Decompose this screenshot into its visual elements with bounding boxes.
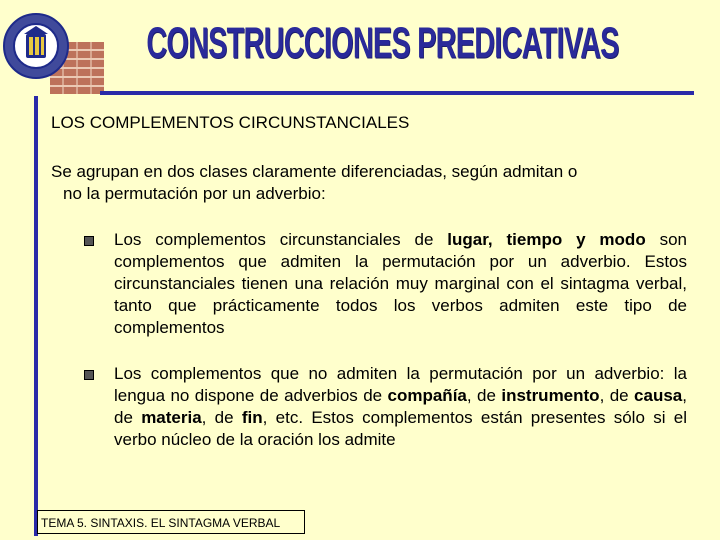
bullet-text: son complementos que admiten la permutación por un adverbio. Estos circunstanciales tienen una relación muy marginal con el sintagma verbal, tanto que prácticamente todos los verbos admiten este tipo de complementos [114, 230, 687, 337]
bullet-bold-text: materia [141, 408, 202, 427]
bullet-text: Los complementos circunstanciales de [114, 230, 448, 249]
logo [2, 8, 102, 92]
header-divider [100, 91, 694, 95]
bullet-text: Los complementos que no admiten la permutación por un adverbio: la lengua no dispone de adverbios de [114, 364, 687, 405]
bullet-bold-text: fin [241, 408, 263, 427]
list-item [114, 363, 687, 451]
intro-paragraph [51, 161, 687, 205]
bullet-text: , de [599, 386, 635, 405]
footer-label: TEMA 5. SINTAXIS. EL SINTAGMA VERBAL [37, 510, 305, 534]
square-bullet-icon [84, 370, 94, 380]
list-item [114, 229, 687, 339]
square-bullet-icon [84, 236, 94, 246]
bullet-text: , de [466, 386, 502, 405]
bullet-text: , de [201, 408, 242, 427]
intro-line-2: no la permutación por un adverbio: [63, 184, 326, 203]
bullet-bold-text: compañía [387, 386, 467, 405]
bullet-bold-text: causa [634, 386, 683, 405]
section-subtitle: LOS COMPLEMENTOS CIRCUNSTANCIALES [51, 113, 410, 132]
bullet-bold-text: lugar, tiempo y modo [447, 230, 646, 249]
university-seal-icon [2, 12, 70, 80]
left-divider [34, 96, 38, 536]
bullet-text: , etc. Estos complementos están presentes sólo si el verbo núcleo de la oración los admite [114, 408, 687, 449]
page-title: CONSTRUCCIONES PREDICATIVAS [146, 18, 619, 67]
bullet-bold-text: instrumento [501, 386, 600, 405]
bullet-text: , de [114, 386, 687, 427]
intro-line-1: Se agrupan en dos clases claramente diferenciadas, según admitan o [51, 162, 578, 181]
